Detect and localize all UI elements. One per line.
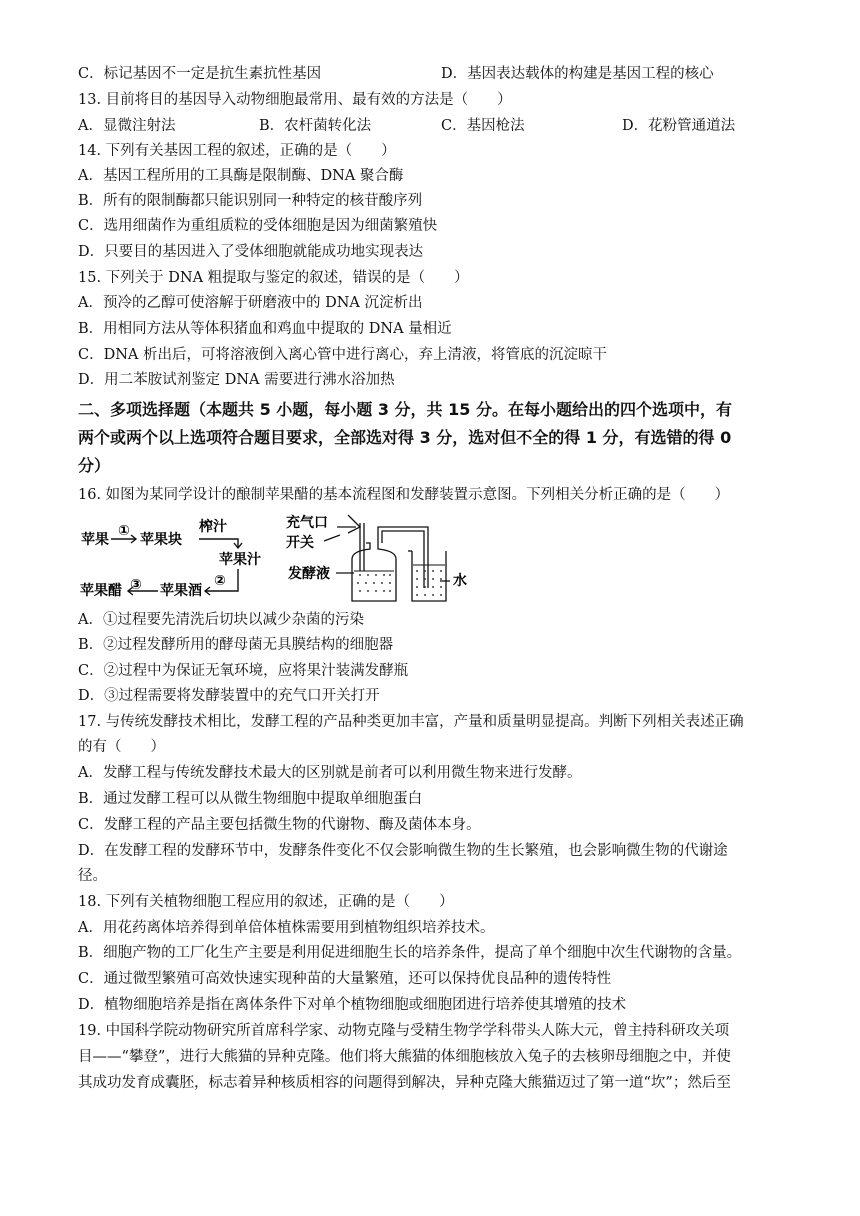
step-2-marker: ② [214,573,226,589]
q17-option-d-cont: 径。 [78,868,107,884]
process-flowchart [80,518,261,599]
q18-option-b: B．细胞产物的工厂化生产主要是利用促进细胞生长的培养条件，提高了单个细胞中次生代谢物的含量。 [78,945,742,961]
q18-option-c: C．通过微型繁殖可高效快速实现种苗的大量繁殖，还可以保持优良品种的遗传特性 [78,971,612,987]
step-3-marker: ③ [130,577,142,593]
q18-option-d: D．植物细胞培养是指在离体条件下对单个植物细胞或细胞团进行培养使其增殖的技术 [78,997,627,1013]
q16-option-a: A．①过程要先清洗后切块以减少杂菌的污染 [78,612,364,628]
q15-option-d: D．用二苯胺试剂鉴定 DNA 需要进行沸水浴加热 [78,372,395,388]
label-apple-juice: 苹果汁 [219,552,261,568]
q18-option-a: A．用花药离体培养得到单倍体植株需要用到植物组织培养技术。 [78,920,495,936]
q13-option-a: A．显微注射法 [78,118,176,134]
arrow-squeeze [199,539,238,548]
q14-option-c: C．选用细菌作为重组质粒的受体细胞是因为细菌繁殖快 [78,218,438,234]
q14-option-d: D．只要目的基因进入了受体细胞就能成功地实现表达 [78,244,424,260]
q15-option-c: C．DNA 析出后，可将溶液倒入离心管中进行离心，弃上清液，将管底的沉淀晾干 [78,347,607,363]
q15-option-b: B．用相同方法从等体积猪血和鸡血中提取的 DNA 量相近 [78,321,452,337]
label-squeeze: 榨汁 [199,519,227,535]
q16-diagram [78,513,478,607]
fermentation-apparatus [286,514,467,601]
section2-line-3: 分） [78,456,111,475]
q16-option-c: C．②过程中为保证无氧环境，应将果汁装满发酵瓶 [78,663,409,679]
q16-option-b: B．②过程发酵所用的酵母菌无具膜结构的细胞器 [78,637,394,653]
q18-stem: 18. 下列有关植物细胞工程应用的叙述，正确的是（ ） [78,894,454,910]
label-fermentation-liquid: 发酵液 [288,566,330,582]
label-water: 水 [453,573,467,589]
section2-line-1: 二、多项选择题（本题共 5 小题，每小题 3 分，共 15 分。在每小题给出的四个选项中，有 [78,400,732,419]
section2-line-2: 两个或两个以上选项符合题目要求，全部选对得 3 分，选对但不全的得 1 分，有选错的得 0 [78,428,732,447]
label-inflation-port: 充气口 [286,515,328,531]
q15-option-a: A．预冷的乙醇可使溶解于研磨液中的 DNA 沉淀析出 [78,295,423,311]
label-apple-pieces: 苹果块 [140,532,182,548]
q19-line-2: 目——“攀登”，进行大熊猫的异种克隆。他们将大熊猫的体细胞核放入兔子的去核卵母细胞之中，并使 [78,1049,731,1065]
label-apple: 苹果 [81,532,109,548]
label-apple-wine: 苹果酒 [160,583,202,599]
q17-stem-line-2: 的有（ ） [78,739,165,755]
q17-option-c: C．发酵工程的产品主要包括微生物的代谢物、酶及菌体本身。 [78,817,481,833]
q12-option-d: D．基因表达载体的构建是基因工程的核心 [441,66,714,82]
q17-option-d: D．在发酵工程的发酵环节中，发酵条件变化不仅会影响微生物的生长繁殖，也会影响微生物的代谢途 [78,843,728,859]
q19-line-3: 其成功发育成囊胚，标志着异种核质相容的问题得到解决，异种克隆大熊猫迈过了第一道“坎”；然后至 [78,1075,731,1091]
q14-option-a: A．基因工程所用的工具酶是限制酶、DNA 聚合酶 [78,168,404,184]
q17-option-a: A．发酵工程与传统发酵技术最大的区别就是前者可以利用微生物来进行发酵。 [78,765,582,781]
q17-option-b: B．通过发酵工程可以从微生物细胞中提取单细胞蛋白 [78,791,423,807]
q14-option-b: B．所有的限制酶都只能识别同一种特定的核苷酸序列 [78,193,423,209]
label-apple-vinegar: 苹果醋 [80,583,122,599]
label-switch: 开关 [286,535,314,551]
q15-stem: 15. 下列关于 DNA 粗提取与鉴定的叙述，错误的是（ ） [78,270,469,286]
q16-option-d: D．③过程需要将发酵装置中的充气口开关打开 [78,688,380,704]
q13-stem: 13. 目前将目的基因导入动物细胞最常用、最有效的方法是（ ） [78,92,512,108]
q12-option-c: C．标记基因不一定是抗生素抗性基因 [78,66,322,82]
q13-option-c: C．基因枪法 [441,118,525,134]
q17-stem-line-1: 17. 与传统发酵技术相比，发酵工程的产品种类更加丰富，产量和质量明显提高。判断下列相关表述正确 [78,714,744,730]
q13-option-d: D．花粉管通道法 [622,118,736,134]
q14-stem: 14. 下列有关基因工程的叙述，正确的是（ ） [78,143,396,159]
q16-stem: 16. 如图为某同学设计的酿制苹果醋的基本流程图和发酵装置示意图。下列相关分析正确的是（ ） [78,487,730,503]
step-1-marker: ① [118,523,130,539]
q19-line-1: 19. 中国科学院动物研究所首席科学家、动物克隆与受精生物学学科带头人陈大元，曾主持科研攻关项 [78,1023,730,1039]
q13-option-b: B．农杆菌转化法 [259,118,372,134]
